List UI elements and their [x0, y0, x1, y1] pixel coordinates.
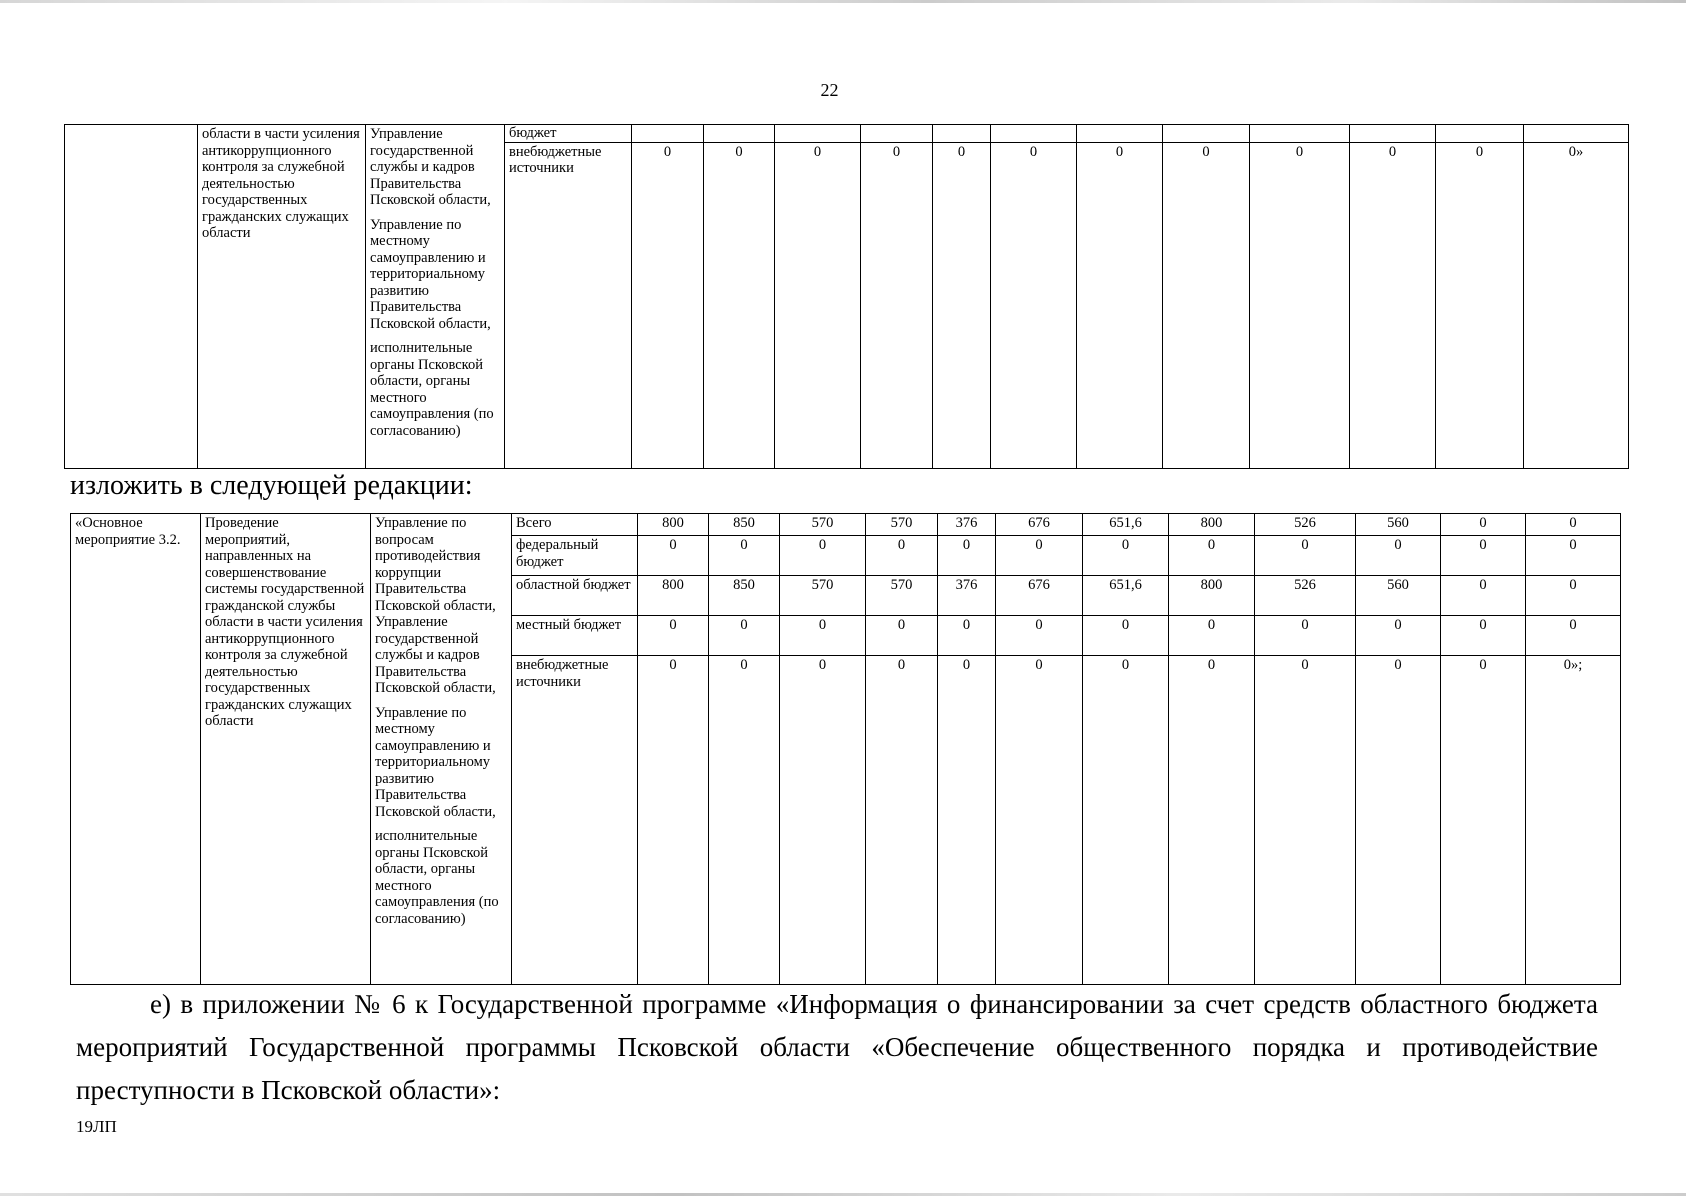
- goal-cell: [201, 514, 371, 985]
- value-cell: [775, 125, 861, 143]
- value-cell: 0: [638, 616, 709, 656]
- table-new-version: [70, 513, 1621, 985]
- value-cell: 570: [866, 576, 938, 616]
- value-cell: 0: [775, 142, 861, 469]
- value-cell: 800: [1169, 576, 1255, 616]
- value-cell: 0»;: [1526, 656, 1621, 985]
- value-cell: 0: [1356, 536, 1441, 576]
- value-cell: [704, 125, 775, 143]
- value-cell: 0: [1356, 616, 1441, 656]
- category-cell: областной бюджет: [512, 576, 638, 616]
- category-cell: бюджет: [505, 125, 632, 143]
- value-cell: 0: [709, 656, 780, 985]
- value-cell: [632, 125, 704, 143]
- value-cell: 0: [1083, 536, 1169, 576]
- value-cell: 800: [638, 576, 709, 616]
- value-cell: 0: [632, 142, 704, 469]
- value-cell: 376: [938, 576, 996, 616]
- value-cell: 0: [1441, 616, 1526, 656]
- value-cell: 526: [1255, 514, 1356, 536]
- value-cell: 0: [933, 142, 991, 469]
- category-cell: внебюджетные источники: [505, 142, 632, 469]
- amendment-paragraph: [76, 983, 1598, 1112]
- value-cell: 570: [866, 514, 938, 536]
- value-cell: 0: [1526, 514, 1621, 536]
- value-cell: [1163, 125, 1250, 143]
- value-cell: 0: [1356, 656, 1441, 985]
- value-cell: 0: [866, 656, 938, 985]
- executor-text: Управление по вопросам противодействия коррупции Правительства Псковской области, Управление государственной службы и кадров Правительства Псковской области,: [375, 515, 496, 696]
- value-cell: 0: [1077, 142, 1163, 469]
- value-cell: 0: [709, 616, 780, 656]
- value-cell: 0: [938, 536, 996, 576]
- executor-text: Управление государственной службы и кадров Правительства Псковской области,: [370, 126, 491, 208]
- value-cell: 0: [996, 616, 1083, 656]
- value-cell: 0: [709, 536, 780, 576]
- value-cell: [861, 125, 933, 143]
- value-cell: 0: [1083, 616, 1169, 656]
- scan-edge-bottom: [0, 1193, 1686, 1196]
- value-cell: 0: [638, 656, 709, 985]
- value-cell: 0: [996, 656, 1083, 985]
- value-cell: 376: [938, 514, 996, 536]
- table-row: [65, 125, 1629, 143]
- value-cell: 0»: [1524, 142, 1629, 469]
- document-code: 19ЛП: [76, 1117, 117, 1136]
- redaction-heading: изложить в следующей редакции:: [70, 470, 473, 501]
- category-cell: Всего: [512, 514, 638, 536]
- value-cell: 0: [638, 536, 709, 576]
- value-cell: 0: [861, 142, 933, 469]
- value-cell: 0: [866, 616, 938, 656]
- page-number: 22: [820, 80, 839, 100]
- value-cell: 651,6: [1083, 576, 1169, 616]
- executor-text: исполнительные органы Псковской области, органы местного самоуправления (по согласованию): [370, 340, 494, 439]
- value-cell: 0: [1255, 616, 1356, 656]
- value-cell: 0: [1169, 536, 1255, 576]
- executors-cell: [371, 514, 512, 985]
- value-cell: 850: [709, 514, 780, 536]
- value-cell: 651,6: [1083, 514, 1169, 536]
- value-cell: 0: [1441, 576, 1526, 616]
- value-cell: 0: [1169, 616, 1255, 656]
- value-cell: 0: [938, 616, 996, 656]
- amendment-text: е) в приложении № 6 к Государственной программе «Информация о финансировании за счет средств областного бюджета мероприятий Государственной программы Псковской области «Обеспечение общественного порядка и противодействие преступности в Псковской области»:: [76, 989, 1598, 1105]
- table-row: [71, 514, 1621, 536]
- value-cell: [1077, 125, 1163, 143]
- value-cell: 850: [709, 576, 780, 616]
- value-cell: [1250, 125, 1350, 143]
- value-cell: 676: [996, 514, 1083, 536]
- value-cell: 0: [1441, 536, 1526, 576]
- value-cell: 560: [1356, 576, 1441, 616]
- executor-text: Управление по местному самоуправлению и территориальному развитию Правительства Псковской области,: [375, 704, 496, 820]
- event-title: «Основное мероприятие 3.2.: [75, 515, 181, 548]
- value-cell: 0: [1441, 656, 1526, 985]
- value-cell: 0: [1350, 142, 1436, 469]
- value-cell: 0: [1526, 616, 1621, 656]
- value-cell: [1524, 125, 1629, 143]
- value-cell: [991, 125, 1077, 143]
- goal-text: Проведение мероприятий, направленных на совершенствование системы государственной гражданской службы области в части усиления антикоррупционного контроля за служебной деятельностью государственных гражданских служащих области: [205, 515, 365, 729]
- value-cell: 0: [1255, 656, 1356, 985]
- value-cell: 0: [1436, 142, 1524, 469]
- value-cell: 526: [1255, 576, 1356, 616]
- event-cell-empty: [65, 125, 198, 469]
- value-cell: 0: [780, 616, 866, 656]
- goal-cell: [198, 125, 366, 469]
- value-cell: 0: [1255, 536, 1356, 576]
- value-cell: 0: [991, 142, 1077, 469]
- value-cell: 0: [1526, 576, 1621, 616]
- value-cell: 570: [780, 514, 866, 536]
- value-cell: 800: [638, 514, 709, 536]
- value-cell: 0: [704, 142, 775, 469]
- value-cell: 0: [1526, 536, 1621, 576]
- executor-text: Управление по местному самоуправлению и территориальному развитию Правительства Псковской области,: [370, 216, 491, 332]
- value-cell: [933, 125, 991, 143]
- category-cell: федеральный бюджет: [512, 536, 638, 576]
- table-previous-version: [64, 124, 1629, 469]
- value-cell: 0: [1169, 656, 1255, 985]
- value-cell: [1350, 125, 1436, 143]
- value-cell: 0: [1441, 514, 1526, 536]
- category-cell: местный бюджет: [512, 616, 638, 656]
- value-cell: 676: [996, 576, 1083, 616]
- value-cell: 0: [780, 656, 866, 985]
- value-cell: 0: [866, 536, 938, 576]
- value-cell: 0: [938, 656, 996, 985]
- scan-edge-top: [0, 0, 1686, 3]
- value-cell: 0: [780, 536, 866, 576]
- executor-text: исполнительные органы Псковской области, органы местного самоуправления (по согласованию): [375, 828, 499, 927]
- value-cell: 570: [780, 576, 866, 616]
- value-cell: [1436, 125, 1524, 143]
- value-cell: 0: [1163, 142, 1250, 469]
- goal-text: области в части усиления антикоррупционного контроля за служебной деятельностью государственных гражданских служащих области: [202, 126, 360, 241]
- value-cell: 800: [1169, 514, 1255, 536]
- category-cell: внебюджетные источники: [512, 656, 638, 985]
- value-cell: 0: [996, 536, 1083, 576]
- executors-cell: [366, 125, 505, 469]
- value-cell: 560: [1356, 514, 1441, 536]
- value-cell: 0: [1083, 656, 1169, 985]
- event-cell: [71, 514, 201, 985]
- value-cell: 0: [1250, 142, 1350, 469]
